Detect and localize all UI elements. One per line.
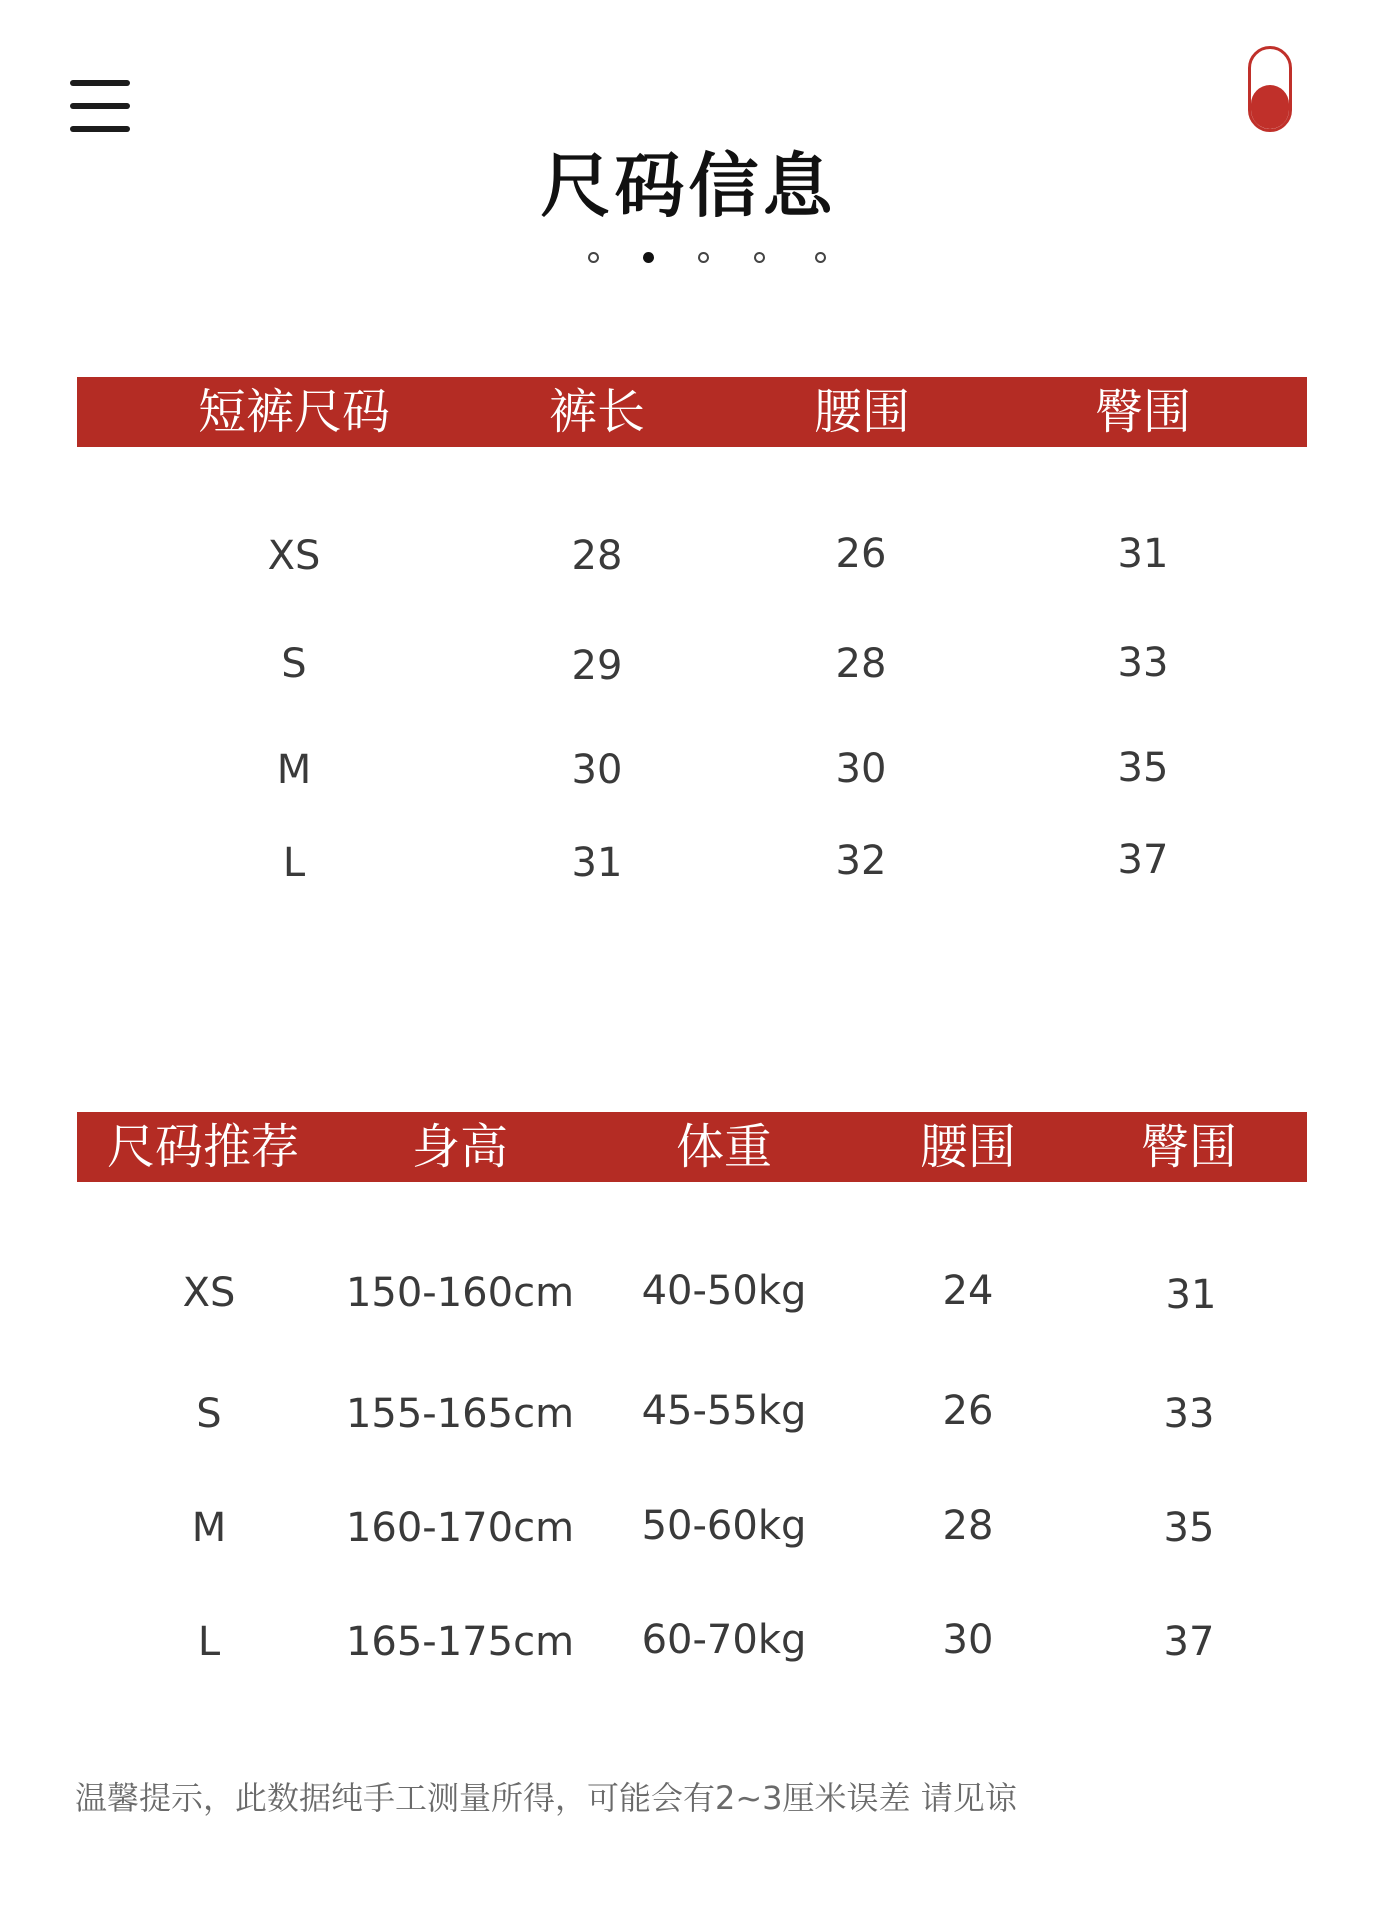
- table-cell: 24: [942, 1268, 994, 1314]
- table-cell: S: [281, 641, 307, 687]
- header-cell-waist: 腰围: [919, 1119, 1017, 1175]
- pager-dot-4[interactable]: [754, 252, 765, 263]
- footer-note: 温馨提示，此数据纯手工测量所得，可能会有2~3厘米误差 请见谅: [75, 1779, 1017, 1817]
- table-cell: 37: [1163, 1619, 1215, 1665]
- table-cell: 40-50kg: [641, 1268, 807, 1314]
- table-cell: 35: [1163, 1505, 1215, 1551]
- table-cell: 30: [942, 1617, 994, 1663]
- header-cell-hip: 臀围: [1140, 1119, 1238, 1175]
- table-cell: L: [197, 1619, 221, 1665]
- table-cell: 26: [942, 1388, 994, 1434]
- pager-dot-5[interactable]: [815, 252, 826, 263]
- table-cell: 165-175cm: [345, 1619, 575, 1665]
- table-cell: 155-165cm: [345, 1391, 575, 1437]
- table-cell: 33: [1117, 640, 1169, 686]
- table-cell: 30: [835, 746, 887, 792]
- header-cell-hip: 臀围: [1094, 384, 1192, 440]
- table-cell: 37: [1117, 837, 1169, 883]
- table-cell: 32: [835, 838, 887, 884]
- table-cell: XS: [182, 1270, 236, 1316]
- table-cell: 31: [1165, 1272, 1217, 1318]
- pager-dot-3[interactable]: [698, 252, 709, 263]
- header-cell-waist: 腰围: [813, 384, 911, 440]
- carousel-pager: [0, 250, 1377, 270]
- pager-dot-1[interactable]: [588, 252, 599, 263]
- table-cell: L: [282, 840, 306, 886]
- shorts-table-header: [77, 377, 1307, 447]
- table-cell: 28: [942, 1503, 994, 1549]
- table-cell: 60-70kg: [641, 1617, 807, 1663]
- header-cell-length: 裤长: [548, 384, 646, 440]
- table-cell: 31: [1117, 531, 1169, 577]
- table-cell: S: [196, 1391, 222, 1437]
- table-cell: M: [276, 747, 312, 793]
- header-cell-size: 短裤尺码: [197, 384, 391, 440]
- table-cell: 30: [571, 747, 623, 793]
- table-cell: 28: [571, 533, 623, 579]
- toggle-switch-icon[interactable]: [1248, 46, 1292, 132]
- table-cell: 31: [571, 840, 623, 886]
- table-cell: 150-160cm: [345, 1270, 575, 1316]
- table-cell: 29: [571, 643, 623, 689]
- table-cell: 50-60kg: [641, 1503, 807, 1549]
- hamburger-menu-icon[interactable]: [70, 78, 130, 134]
- table-cell: 45-55kg: [641, 1388, 807, 1434]
- table-cell: 28: [835, 641, 887, 687]
- table-cell: XS: [267, 533, 321, 579]
- pager-dot-2[interactable]: [643, 252, 654, 263]
- header-cell-height: 身高: [411, 1119, 509, 1175]
- toggle-knob: [1251, 85, 1289, 129]
- header-cell-size: 尺码推荐: [106, 1119, 300, 1175]
- table-cell: 160-170cm: [345, 1505, 575, 1551]
- table-cell: M: [191, 1505, 227, 1551]
- table-cell: 33: [1163, 1391, 1215, 1437]
- page-title: 尺码信息: [540, 145, 837, 227]
- table-cell: 35: [1117, 745, 1169, 791]
- recommend-table-header: [77, 1112, 1307, 1182]
- table-cell: 26: [835, 531, 887, 577]
- header-cell-weight: 体重: [675, 1119, 773, 1175]
